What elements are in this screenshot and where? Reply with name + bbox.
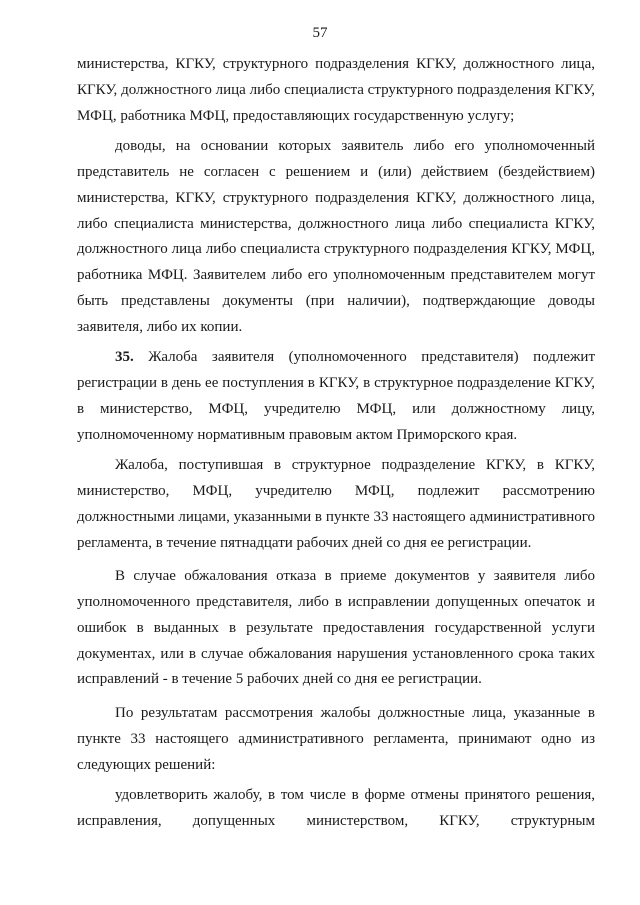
paragraph-4 bbox=[77, 453, 595, 556]
paragraph-3-number: 35. bbox=[115, 349, 134, 366]
paragraph-7-text: удовлетворить жалобу, в том числе в форме отмены принятого решения, исправления, допущенных министерством, КГКУ, структурным bbox=[77, 787, 595, 829]
paragraph-6-text: По результатам рассмотрения жалобы должностные лица, указанные в пункте 33 настоящего административного регламента, принимают одно из следующих решений: bbox=[77, 705, 595, 773]
document-body bbox=[77, 52, 595, 835]
paragraph-1-text: министерства, КГКУ, структурного подразделения КГКУ, должностного лица, КГКУ, должностного лица либо специалиста структурного подразделения КГКУ, МФЦ, работника МФЦ, предоставляющих государственную услугу; bbox=[77, 56, 595, 124]
paragraph-6 bbox=[77, 701, 595, 778]
page-number: 57 bbox=[312, 25, 328, 41]
paragraph-3 bbox=[77, 345, 595, 448]
paragraph-3-text: Жалоба заявителя (уполномоченного представителя) подлежит регистрации в день ее поступления в КГКУ, в структурное подразделение КГКУ, в министерство, МФЦ, учредителю МФЦ, или должностному лицу, уполномоченному нормативным правовым актом Приморского края. bbox=[77, 349, 595, 443]
paragraph-2-text: доводы, на основании которых заявитель либо его уполномоченный представитель не согласен с решением и (или) действием (бездействием) министерства, КГКУ, структурного подразделения КГКУ, должностного лица, либо специалиста министерства, должностного лица либо специалиста КГКУ, должностного лица либо специалиста структурного подразделения КГКУ, МФЦ, работника МФЦ. Заявителем либо его уполномоченным представителем могут быть представлены документы (при наличии), подтверждающие доводы заявителя, либо их копии. bbox=[77, 138, 595, 335]
paragraph-7 bbox=[77, 783, 595, 835]
paragraph-1 bbox=[77, 52, 595, 129]
paragraph-5 bbox=[77, 564, 595, 693]
paragraph-2 bbox=[77, 134, 595, 340]
paragraph-4-text: Жалоба, поступившая в структурное подразделение КГКУ, в КГКУ, министерство, МФЦ, учредителю МФЦ, подлежит рассмотрению должностными лицами, указанными в пункте 33 настоящего административного регламента, в течение пятнадцати рабочих дней со дня ее регистрации. bbox=[77, 457, 595, 551]
paragraph-5-text: В случае обжалования отказа в приеме документов у заявителя либо уполномоченного представителя, либо в исправлении допущенных опечаток и ошибок в выданных в результате предоставления государственной услуги документах, или в случае обжалования нарушения установленного срока таких исправлений - в течение 5 рабочих дней со дня ее регистрации. bbox=[77, 568, 595, 688]
